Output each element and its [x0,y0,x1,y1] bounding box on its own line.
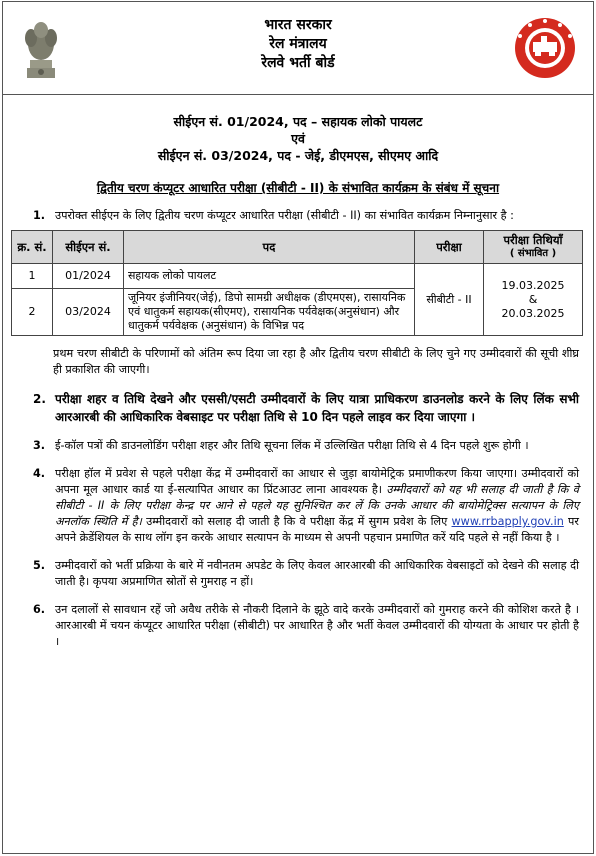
date-amp: & [528,292,538,306]
item-text: उन दलालों से सावधान रहें जो अवैध तरीके से नौकरी दिलाने के झूठे वादे करके उम्मीदवारों को गुमराह करने की कोशिश करते है । आरआरबी में चयन कंप्यूटर आधारित परीक्षा (सीबीटी) पर आधारित है और भर्ती केवल उम्मीदवारों की योग्यता के आधार पर होती है । [55,603,579,648]
ministry-name: रेल मंत्रालय [269,36,327,52]
item-text: ई-कॉल पत्रों की डाउनलोडिंग परीक्षा शहर और तिथि सूचना लिंक में उल्लिखित परीक्षा तिथि से 4 दिन पहले शुरू होगी । [55,439,529,452]
header-post: पद [124,231,415,264]
results-paragraph: प्रथम चरण सीबीटी के परिणामों को अंतिम रूप दिया जा रहा है और द्वितीय चरण सीबीटी के लिए चुने गए उम्मीदवारों की सूची शीघ्र ही प्रकाशित की जाएगी। [53,347,579,376]
list-item [3,390,593,426]
header-dates-label: परीक्षा तिथियाँ [503,233,563,247]
item-text: उम्मीदवारों को भर्ती प्रक्रिया के बारे में नवीनतम अपडेट के लिए केवल आरआरबी की आधिकारिक वेबसाइटों को देखने की सलाह दी जाती है। कृपया अप्रमाणित स्रोतों से गुमराह न हों। [55,559,579,588]
title-line-2: एवं [291,131,305,146]
cell-cen: 01/2024 [53,264,124,289]
indian-railways-logo-icon [513,16,577,80]
board-name: रेलवे भर्ती बोर्ड [261,55,335,71]
list-item [3,558,593,590]
item-text: उपरोक्त सीईएन के लिए द्वितीय चरण कंप्यूटर आधारित परीक्षा (सीबीटी - II) का संभावित कार्यक्रम निम्नानुसार है : [55,209,514,222]
date-1: 19.03.2025 [501,278,565,292]
notice-title [3,113,593,164]
cell-sn: 2 [12,289,53,336]
list-item [3,602,593,650]
item-number: 4. [33,467,46,480]
item-text: परीक्षा हॉल में प्रवेश से पहले परीक्षा केंद्र में उम्मीदवारों का आधार से जुड़ा बायोमेट्रिक प्रमाणीकरण किया जाएगा। उम्मीदवारों को अपना मूल आधार कार्ड या ई-सत्यापित आधार का प्रिंटआउट लाना आवश्यक है। [55,467,579,496]
table-header-row [12,231,583,264]
cell-post: सहायक लोको पायलट [124,264,415,289]
letterhead [3,2,593,95]
header-dates-sub: ( संभावित ) [509,248,557,259]
cell-exam: सीबीटी - II [415,264,484,336]
list-item [3,208,593,224]
cell-dates [484,264,583,336]
list-item [3,438,593,454]
item-number: 5. [33,559,46,572]
letterhead-title [3,16,593,73]
item-text: पर अपने क्रेडेंशियल के साथ लॉग इन करके आधार सत्यापन के माध्यम से अपनी पहचान प्रमाणित करें यदि पहले से नहीं किया है । [55,515,579,544]
list-item [3,466,593,546]
date-2: 20.03.2025 [501,306,565,320]
cell-sn: 1 [12,264,53,289]
item-number: 1. [33,209,46,222]
item-number: 3. [33,439,46,452]
item-text: परीक्षा शहर व तिथि देखने और एससी/एसटी उम्मीदवारों के लिए यात्रा प्राधिकरण डाउनलोड करने के लिए लिंक सभी आरआरबी की आधिकारिक वेबसाइट पर परीक्षा तिथि से 10 दिन पहले लाइव कर दिया जाएगा । [55,392,579,424]
header-sn: क्र. सं. [12,231,53,264]
exam-schedule-table [11,230,583,336]
item-number: 6. [33,603,46,616]
notice-page [2,1,594,854]
header-exam: परीक्षा [415,231,484,264]
title-line-3: सीईएन सं. 03/2024, पद - जेई, डीएमएस, सीएमए आदि [157,148,439,163]
notice-subject: द्वितीय चरण कंप्यूटर आधारित परीक्षा (सीबीटी - II) के संभावित कार्यक्रम के संबंध में सूचना [96,181,500,195]
item-text: उम्मीदवारों को सलाह दी जाती है कि वे परीक्षा केंद्र में सुगम प्रवेश के लिए [141,515,452,528]
cell-cen: 03/2024 [53,289,124,336]
header-dates [484,231,583,264]
cell-post: जूनियर इंजीनियर(जेई), डिपो सामग्री अधीक्षक (डीएमएस), रासायनिक एवं धातुकर्म सहायक(सीएमए), रासायनिक पर्यवेक्षक(अनुसंधान) और धातुकर्म पर्यवेक्षक (अनुसंधान) के विभिन्न पद [124,289,415,336]
item-number: 2. [33,392,46,406]
item-italic-text: उम्मीदवारों को यह भी सलाह दी जाती है कि वे सीबीटी - II के लिए परीक्षा केन्द्र पर आने से पहले यह सुनिश्चित कर लें कि उनके आधार की बायोमेट्रिक्स सत्यापन के लिए अनलॉक स्थिति में है। [55,483,579,528]
title-line-1: सीईएन सं. 01/2024, पद – सहायक लोको पायलट [173,114,423,129]
table-row [12,264,583,289]
header-cen: सीईएन सं. [53,231,124,264]
rrbapply-link[interactable]: www.rrbapply.gov.in [451,515,564,528]
govt-name: भारत सरकार [264,17,332,33]
